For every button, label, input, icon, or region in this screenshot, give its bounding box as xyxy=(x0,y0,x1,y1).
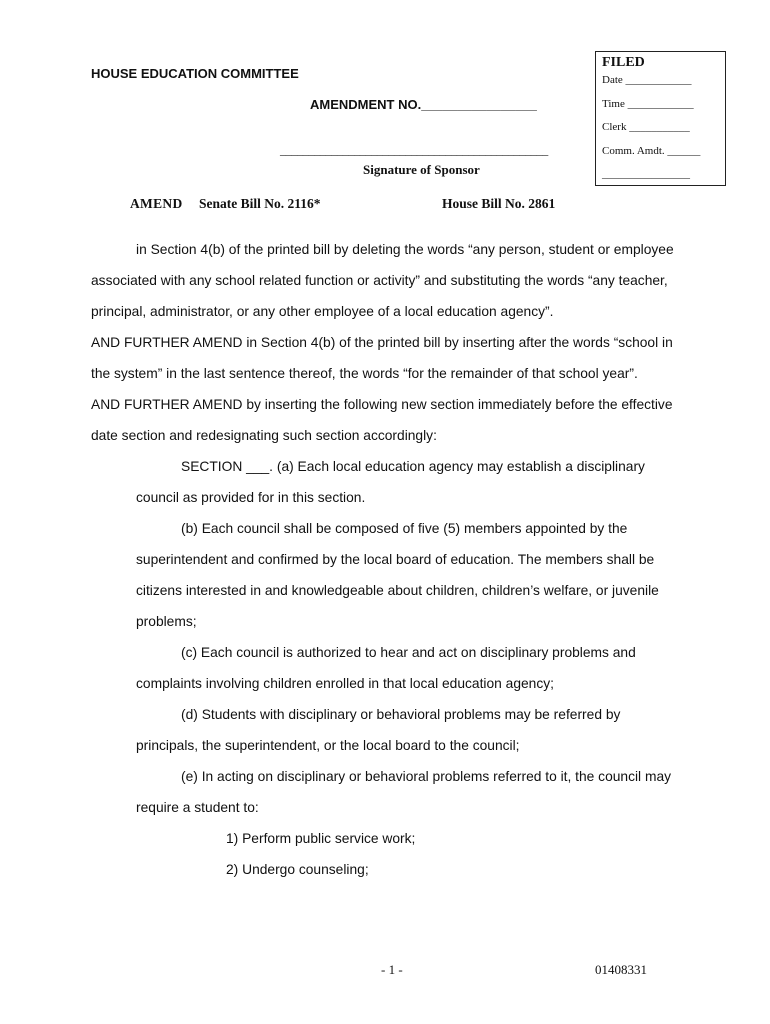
body-line: SECTION ___. (a) Each local education agency may establish a disciplinary xyxy=(181,459,645,474)
filed-time: Time ____________ xyxy=(602,98,694,110)
body-line: in Section 4(b) of the printed bill by deleting the words “any person, student or employee xyxy=(136,242,674,257)
body-line: complaints involving children enrolled in that local education agency; xyxy=(136,676,554,691)
body-line: AND FURTHER AMEND by inserting the following new section immediately before the effective xyxy=(91,397,673,412)
filed-title: FILED xyxy=(602,55,645,70)
body-line: principals, the superintendent, or the local board to the council; xyxy=(136,738,520,753)
committee-name: HOUSE EDUCATION COMMITTEE xyxy=(91,66,299,81)
amendment-number: AMENDMENT NO.________________ xyxy=(310,97,537,112)
body-line: associated with any school related function or activity” and substituting the words “any teacher, xyxy=(91,273,668,288)
filed-comm-amdt: Comm. Amdt. ______ xyxy=(602,145,701,157)
filed-date: Date ____________ xyxy=(602,74,692,86)
signature-label: Signature of Sponsor xyxy=(363,162,480,177)
filed-blank: ________________ xyxy=(602,168,690,180)
amend-label: AMEND xyxy=(130,196,183,211)
filed-box xyxy=(595,51,726,186)
body-line: (d) Students with disciplinary or behavioral problems may be referred by xyxy=(181,707,621,722)
body-line: council as provided for in this section. xyxy=(136,490,366,505)
body-line: problems; xyxy=(136,614,197,629)
body-line: 1) Perform public service work; xyxy=(226,831,416,846)
body-line: 2) Undergo counseling; xyxy=(226,862,369,877)
body-line: date section and redesignating such section accordingly: xyxy=(91,428,437,443)
filed-clerk: Clerk ___________ xyxy=(602,121,690,133)
house-bill-number: House Bill No. 2861 xyxy=(442,196,556,211)
page-number: - 1 - xyxy=(381,962,403,977)
body-line: citizens interested in and knowledgeable about children, children’s welfare, or juvenile xyxy=(136,583,659,598)
body-line: AND FURTHER AMEND in Section 4(b) of the printed bill by inserting after the words “school in xyxy=(91,335,673,350)
signature-line: _______________________________________________ xyxy=(280,143,548,157)
body-line: the system” in the last sentence thereof, the words “for the remainder of that school year”. xyxy=(91,366,638,381)
body-line: (b) Each council shall be composed of five (5) members appointed by the xyxy=(181,521,628,536)
document-code: 01408331 xyxy=(595,962,647,977)
body-line: principal, administrator, or any other employee of a local education agency”. xyxy=(91,304,554,319)
senate-bill-number: Senate Bill No. 2116* xyxy=(199,196,321,211)
body-line: superintendent and confirmed by the local board of education. The members shall be xyxy=(136,552,655,567)
body-line: require a student to: xyxy=(136,800,259,815)
body-line: (e) In acting on disciplinary or behavioral problems referred to it, the council may xyxy=(181,769,672,784)
body-line: (c) Each council is authorized to hear and act on disciplinary problems and xyxy=(181,645,636,660)
